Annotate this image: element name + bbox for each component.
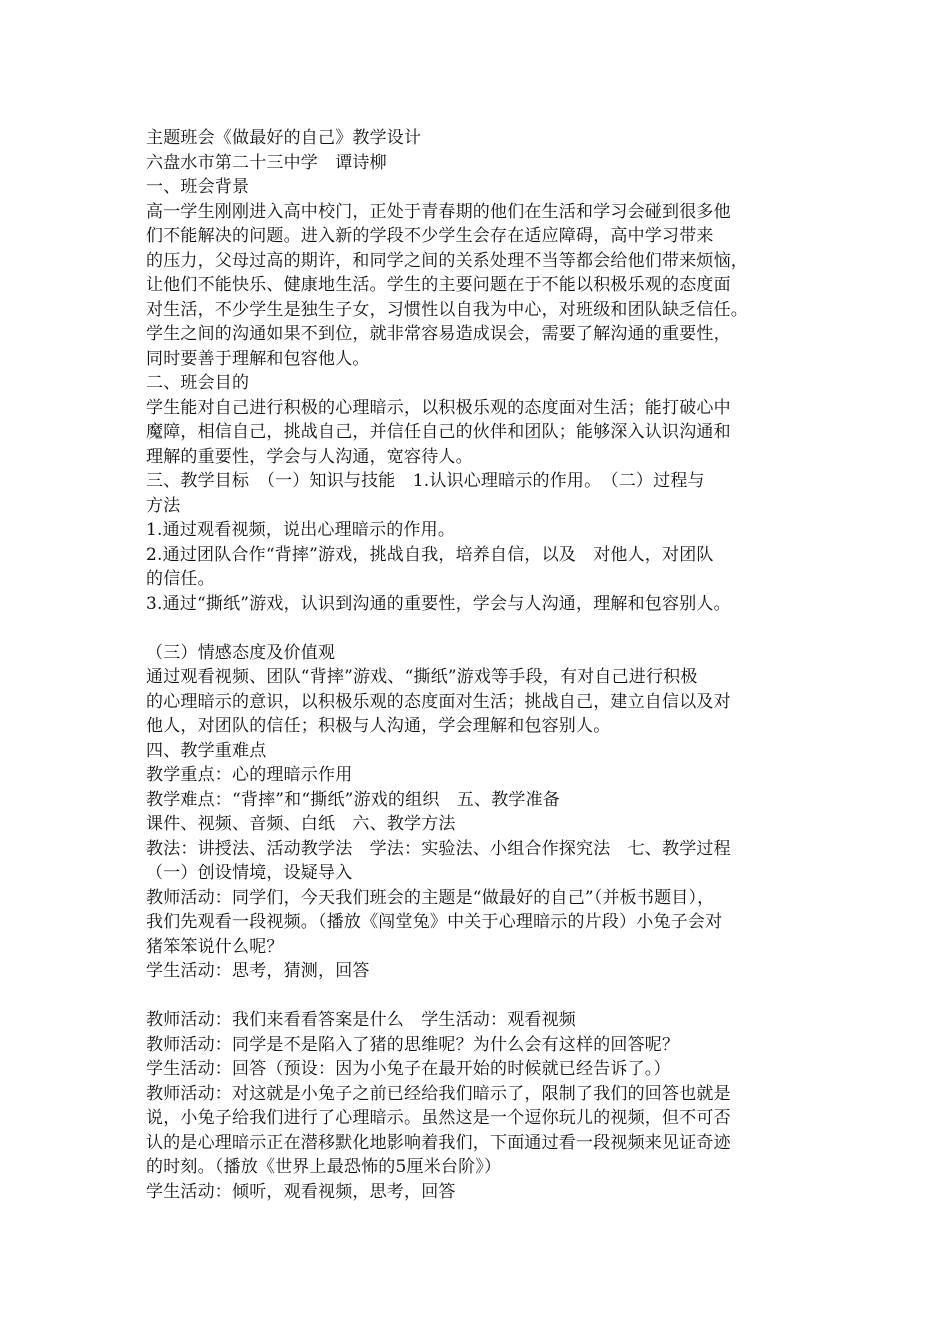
section-heading-purpose: 二、班会目的 — [146, 373, 250, 393]
paragraph-line: 2.通过团队合作“背摔”游戏，挑战自我，培养自信，以及 对他人，对团队 — [146, 544, 714, 565]
document-page — [146, 126, 836, 1204]
blank-line — [146, 984, 836, 1009]
paragraph-line: 我们先观看一段视频。（播放《闯堂兔》中关于心理暗示的片段）小兔子会对 — [146, 912, 723, 932]
section-heading-objectives: 三、教学目标 （一）知识与技能 1.认识心理暗示的作用。 （二）过程与 — [146, 471, 705, 491]
paragraph-line: 教学重点：心的理暗示作用 — [146, 765, 353, 785]
paragraph-line: 高一学生刚刚进入高中校门，正处于青春期的他们在生活和学习会碰到很多他 — [146, 201, 731, 222]
paragraph-line: 通过观看视频、团队“背摔”游戏、“撕纸”游戏等手段，有对自己进行积极 — [146, 667, 698, 687]
paragraph-line: 的压力，父母过高的期许，和同学之间的关系处理不当等都会给他们带来烦恼， — [146, 250, 748, 271]
doc-title: 主题班会《做最好的自己》教学设计 — [146, 128, 422, 148]
paragraph-line: 教师活动：对这就是小兔子之前已经给我们暗示了，限制了我们的回答也就是 — [146, 1083, 731, 1104]
paragraph-line: 课件、视频、音频、白纸 六、教学方法 — [146, 814, 456, 834]
paragraph-line: 们不能解决的问题。进入新的学段不少学生会存在适应障碍，高中学习带来 — [146, 226, 714, 246]
paragraph-line: 学生活动：倾听，观看视频，思考，回答 — [146, 1181, 456, 1202]
paragraph-line: 学生能对自己进行积极的心理暗示，以积极乐观的态度面对生活；能打破心中 — [146, 397, 731, 418]
paragraph-line: 学生活动：回答（预设：因为小兔子在最开始的时候就已经告诉了。） — [146, 1059, 671, 1079]
subsection-heading-values: （三）情感态度及价值观 — [146, 642, 336, 663]
paragraph-line: 教师活动：同学们，今天我们班会的主题是“做最好的自己”（并板书题目）， — [146, 887, 715, 908]
paragraph-line: 魔障，相信自己，挑战自己，并信任自己的伙伴和团队；能够深入认识沟通和 — [146, 422, 731, 442]
paragraph-line: 教学难点：“背摔”和“撕纸”游戏的组织 五、教学准备 — [146, 789, 560, 810]
section-heading-background: 一、班会背景 — [146, 177, 250, 197]
paragraph-line: 方法 — [146, 495, 181, 516]
doc-author: 六盘水市第二十三中学 谭诗柳 — [146, 152, 387, 173]
paragraph-line: 让他们不能快乐、健康地生活。学生的主要问题在于不能以积极乐观的态度面 — [146, 275, 731, 295]
paragraph-line: 教师活动：同学是不是陷入了猪的思维呢？为什么会有这样的回答呢？ — [146, 1034, 680, 1055]
paragraph-line: 猪笨笨说什么呢？ — [146, 936, 284, 957]
paragraph-line: 的心理暗示的意识，以积极乐观的态度面对生活；挑战自己，建立自信以及对 — [146, 691, 731, 712]
paragraph-line: 1.通过观看视频，说出心理暗示的作用。 — [146, 520, 456, 540]
paragraph-line: 学生活动：思考，猜测，回答 — [146, 961, 370, 981]
paragraph-line: 的时刻。（播放《世界上最恐怖的5厘米台阶》） — [146, 1157, 502, 1177]
blank-line — [146, 616, 836, 641]
paragraph-line: 3.通过“撕纸”游戏，认识到沟通的重要性，学会与人沟通，理解和包容别人。 — [146, 593, 731, 614]
section-heading-key-points: 四、教学重难点 — [146, 740, 267, 761]
paragraph-line: 学生之间的沟通如果不到位，就非常容易造成误会，需要了解沟通的重要性， — [146, 324, 731, 344]
paragraph-line: 的信任。 — [146, 569, 215, 589]
paragraph-line: 认的是心理暗示正在潜移默化地影响着我们，下面通过看一段视频来见证奇迹 — [146, 1132, 731, 1153]
paragraph-line: 同时要善于理解和包容他人。 — [146, 348, 370, 369]
paragraph-line: 他人，对团队的信任；积极与人沟通，学会理解和包容别人。 — [146, 716, 611, 736]
subsection-heading-intro: （一）创设情境，设疑导入 — [146, 863, 353, 883]
paragraph-line: 说，小兔子给我们进行了心理暗示。虽然这是一个逗你玩儿的视频，但不可否 — [146, 1108, 731, 1128]
paragraph-line: 教法：讲授法、活动教学法 学法：实验法、小组合作探究法 七、教学过程 — [146, 838, 731, 859]
paragraph-line: 教师活动：我们来看看答案是什么 学生活动：观看视频 — [146, 1010, 576, 1030]
paragraph-line: 对生活，不少学生是独生子女，习惯性以自我为中心，对班级和团队缺乏信任。 — [146, 299, 748, 320]
paragraph-line: 理解的重要性，学会与人沟通，宽容待人。 — [146, 446, 473, 467]
